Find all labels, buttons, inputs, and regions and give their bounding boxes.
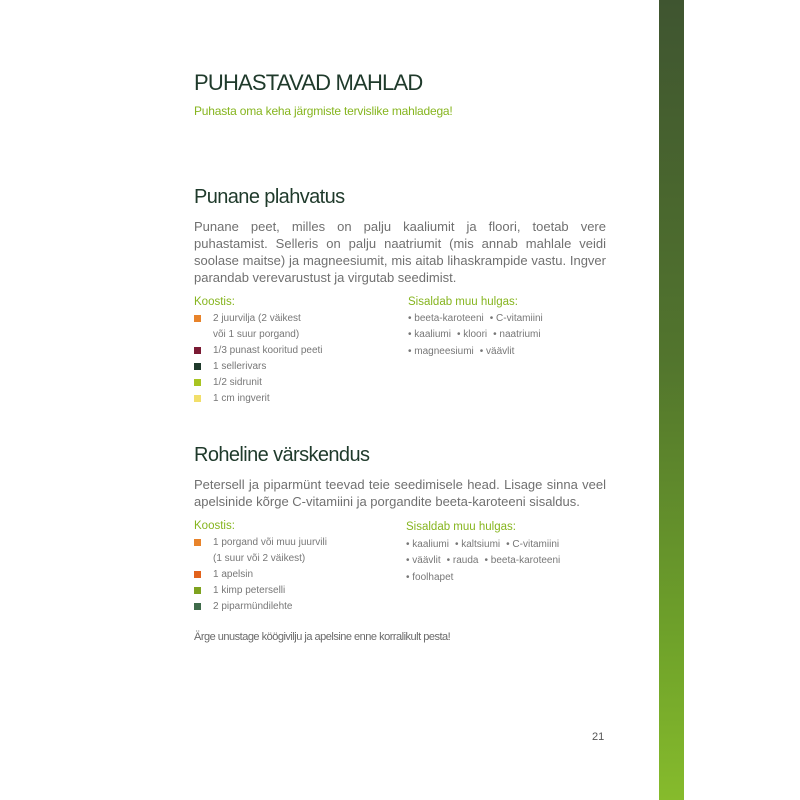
ingredient-text: 1/3 punast kooritud peeti	[213, 345, 323, 356]
nutrient-list	[408, 311, 549, 360]
ingredient-item	[194, 391, 384, 407]
nutrient-line	[406, 537, 566, 553]
nutrient: • C-vitamiini	[506, 539, 560, 550]
page-subtitle: Puhasta oma keha järgmiste tervislike mahladega!	[194, 104, 453, 118]
ingredient-item	[194, 599, 384, 615]
nutrient: • kaltsiumi	[454, 539, 501, 550]
color-swatch	[194, 363, 201, 370]
nutrient-list	[406, 537, 566, 586]
decorative-sidebar-gradient	[659, 0, 684, 800]
recipe-description: Punane peet, milles on palju kaaliumit ja floori, toetab vere puhastamist. Selleris on palju naatriumit (mis annab mahlale veidi soolase maitse) ja magneesiumit, mis aitab lihaskrampide vastu. Ingver parandab verevarustust ja virgutab seedimist.	[194, 219, 606, 285]
ingredient-text: 1 cm ingverit	[213, 393, 270, 404]
ingredient-item	[194, 311, 384, 343]
nutrients-heading: Sisaldab muu hulgas:	[406, 521, 516, 533]
recipe-title-punane-plahvatus: Punane plahvatus	[194, 186, 345, 208]
recipe-description: Petersell ja piparmünt teevad teie seedimisele head. Lisage sinna veel apelsinide kõrge C-vitamiini ja porgandite beeta-karoteeni sisaldus.	[194, 477, 606, 509]
ingredient-text: 1/2 sidrunit	[213, 377, 262, 388]
ingredient-text-continued: või 1 suur porgand)	[213, 329, 300, 340]
color-swatch	[194, 539, 201, 546]
ingredient-text: 1 kimp peterselli	[213, 585, 286, 596]
page-title: PUHASTAVAD MAHLAD	[194, 70, 423, 95]
color-swatch	[194, 379, 201, 386]
ingredient-list	[194, 535, 384, 615]
nutrient: • magneesiumi	[408, 345, 474, 357]
ingredient-text: 1 sellerivars	[213, 361, 267, 372]
ingredient-item	[194, 567, 384, 583]
ingredients-heading: Koostis:	[194, 296, 235, 308]
nutrient-line	[408, 344, 549, 360]
page-number: 21	[592, 731, 605, 743]
color-swatch	[194, 587, 201, 594]
ingredient-text-continued: (1 suur või 2 väikest)	[213, 553, 306, 564]
nutrients-heading: Sisaldab muu hulgas:	[408, 296, 518, 308]
nutrient-line	[408, 327, 549, 343]
color-swatch	[194, 395, 201, 402]
washing-reminder: Ärge unustage köögivilju ja apelsine enne korralikult pesta!	[194, 631, 451, 643]
nutrient: • beeta-karoteeni	[484, 555, 561, 567]
ingredient-item	[194, 535, 384, 567]
nutrient-line	[406, 553, 566, 569]
color-swatch	[194, 315, 201, 322]
ingredient-item	[194, 583, 384, 599]
nutrient: • rauda	[446, 555, 479, 567]
nutrient: • väävlit	[406, 555, 441, 567]
nutrient: • kaaliumi	[408, 329, 451, 341]
color-swatch	[194, 347, 201, 354]
color-swatch	[194, 571, 201, 578]
ingredients-heading: Koostis:	[194, 520, 235, 532]
nutrient: • C-vitamiini	[489, 313, 543, 324]
ingredient-item	[194, 343, 384, 359]
nutrient-line	[406, 570, 566, 586]
ingredient-text: 2 piparmündilehte	[213, 601, 293, 612]
ingredient-text: 2 juurvilja (2 väikest	[213, 313, 301, 324]
ingredient-item	[194, 359, 384, 375]
nutrient: • kaaliumi	[406, 539, 449, 550]
nutrient: • kloori	[456, 329, 488, 341]
ingredient-item	[194, 375, 384, 391]
color-swatch	[194, 603, 201, 610]
nutrient-line	[408, 311, 549, 327]
ingredient-text: 1 apelsin	[213, 569, 254, 580]
nutrient: • beeta-karoteeni	[408, 313, 484, 324]
nutrient: • väävlit	[479, 345, 515, 357]
ingredient-text: 1 porgand või muu juurvili	[213, 537, 327, 548]
nutrient: • naatriumi	[493, 329, 541, 341]
nutrient: • foolhapet	[406, 571, 454, 583]
recipe-title-roheline-varskendus: Roheline värskendus	[194, 444, 370, 466]
ingredient-list	[194, 311, 384, 407]
